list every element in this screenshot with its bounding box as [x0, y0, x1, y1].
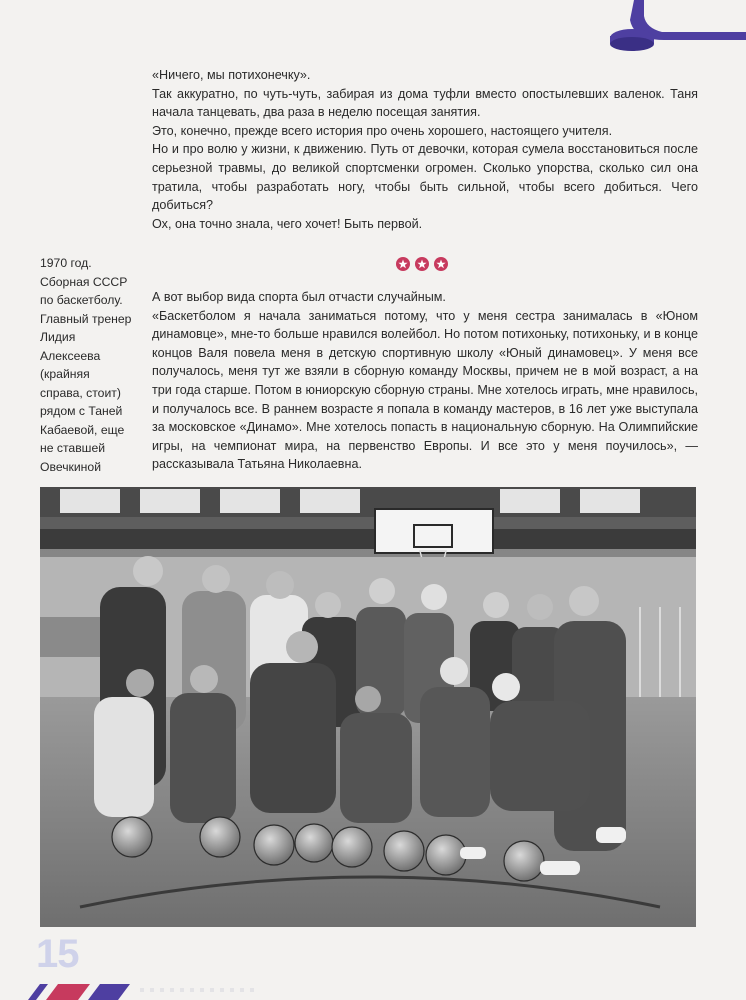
- star-icon: [396, 257, 410, 271]
- footer-stripes-decoration: [0, 978, 746, 1000]
- star-icon: [434, 257, 448, 271]
- page-number: 15: [36, 932, 79, 976]
- paragraph: «Ничего, мы потихонечку».: [152, 68, 311, 82]
- paragraph: Ох, она точно знала, чего хочет! Быть первой.: [152, 216, 423, 231]
- paragraph: Но и про волю у жизни, к движению. Путь от девочки, которая сумела восстановиться после серьезной травмы, до великой спортсменки огромен. Сколько упорства, сколько сил она тратила, чтобы разработать ногу, чтобы быть сильной, чтобы всего добиться. Чего добиться?: [152, 142, 698, 213]
- star-icon: [415, 257, 429, 271]
- paragraph: «Баскетболом я начала заниматься потому, что у меня сестра занималась в «Юном динамовце», мне-то больше нравился волейбол. Но потом потихоньку, потихоньку, и в конце концов Валя повела меня в детскую спортивную школу «Юный динамовец». У меня все получалось, меня тут же взяли в сборную команду Москвы, причем не в мой возраст, а на три года старше. Потом в юниорскую сборную страны. Мне хотелось играть, мне нравилось, и получалось все. В раннем возрасте я попала в команду мастеров, в 16 лет уже выступала за московское «Динамо». Мне хотелось попасть в национальную сборную. На Олимпийские игры, на чемпионат мира, на первенство Европы. И все это у меня поучилось», — рассказывала Татьяна Николаевна.: [152, 308, 698, 472]
- team-photo: [40, 487, 696, 927]
- hockey-stick-puck-icon: [604, 0, 746, 60]
- section-separator: [396, 257, 452, 273]
- body-text-section: [152, 288, 698, 474]
- photo-caption: 1970 год. Сборная СССР по баскетболу. Главный тренер Лидия Алексеева (крайняя справа, стоит) рядом с Таней Кабаевой, еще не ставшей Овечкиной: [40, 256, 132, 474]
- body-text-top: [152, 66, 698, 233]
- paragraph: Это, конечно, прежде всего история про очень хорошего, настоящего учителя.: [152, 123, 613, 138]
- paragraph: А вот выбор вида спорта был отчасти случайным.: [152, 290, 446, 304]
- paragraph: Так аккуратно, по чуть-чуть, забирая из дома туфли вместо опостылевших валенок. Таня начала танцевать, два раза в неделю посещая занятия.: [152, 86, 698, 120]
